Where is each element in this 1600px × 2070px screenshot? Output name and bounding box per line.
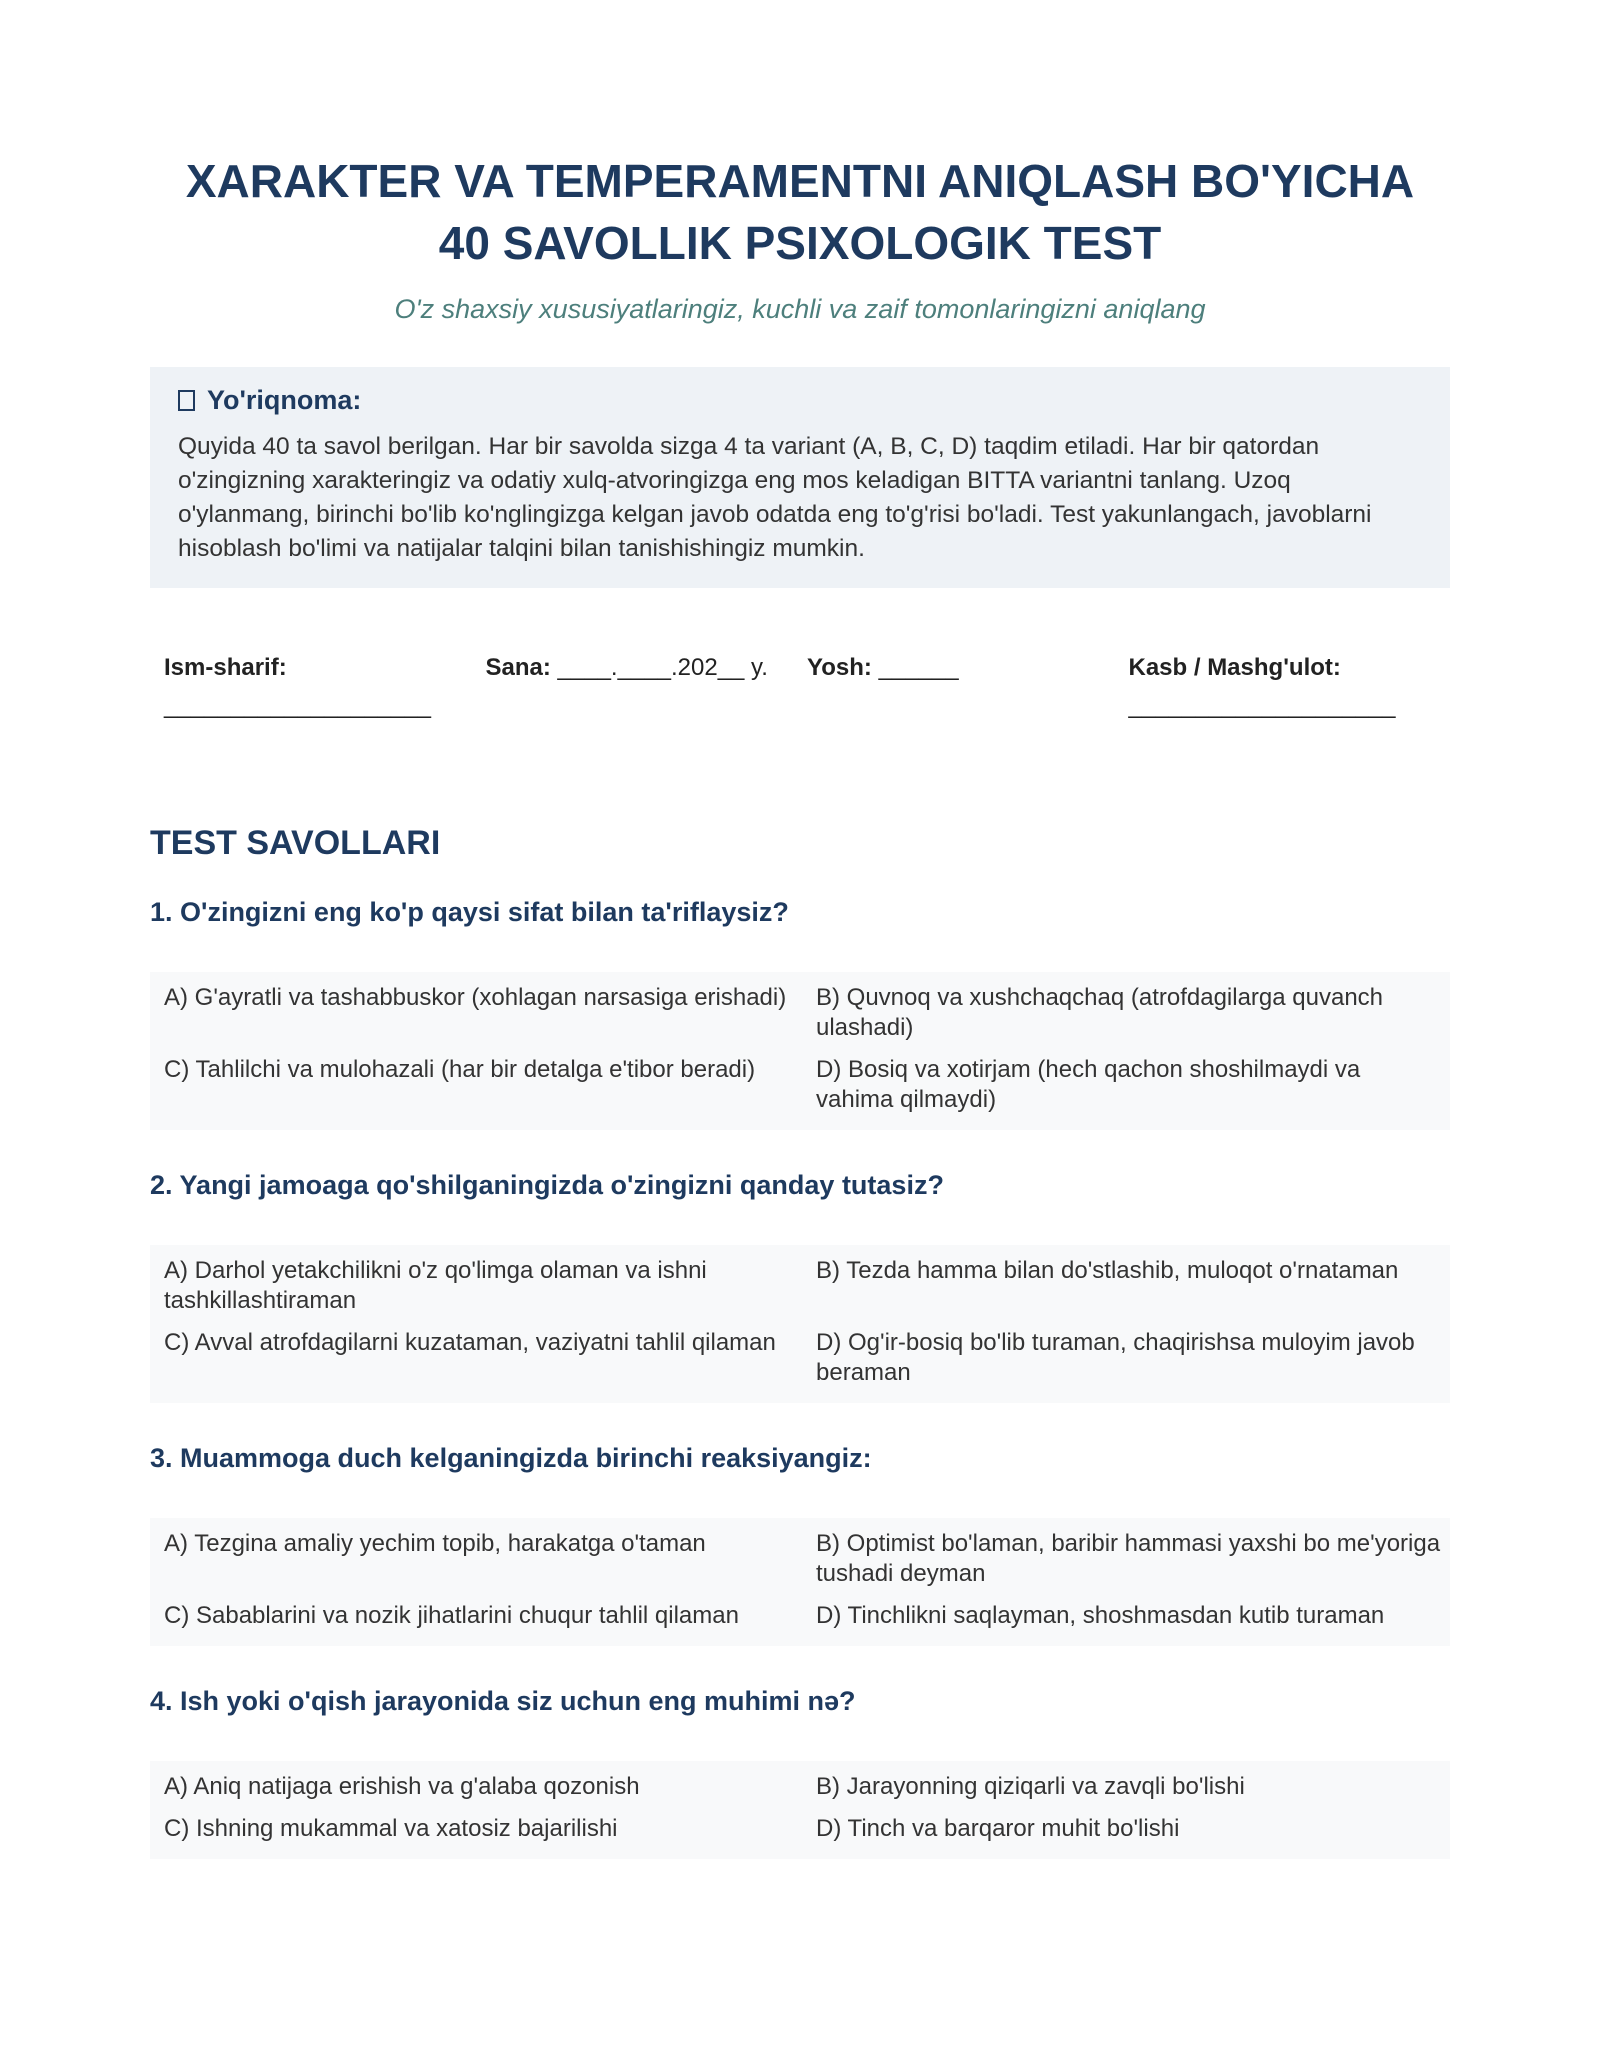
instructions-box [150, 367, 1450, 588]
title-line-2: 40 SAVOLLIK PSIXOLOGIK TEST [438, 217, 1162, 269]
instructions-heading-text: Yo'riqnoma: [207, 385, 362, 415]
question-4-options [150, 1761, 1450, 1859]
age-label: Yosh: [807, 654, 872, 681]
question-4: 4. Ish yoki o'qish jarayonida siz uchun eng muhimi nə? [150, 1686, 856, 1716]
option-a[interactable]: A) G'ayratli va tashabbuskor (xohlagan narsasiga erishadi) [164, 984, 787, 1011]
option-c[interactable]: C) Sabablarini va nozik jihatlarini chuqur tahlil qilaman [164, 1602, 739, 1629]
instructions-body: Quyida 40 ta savol berilgan. Har bir savolda sizga 4 ta variant (A, B, C, D) taqdim etiladi. Har bir qatordan o'zingizning xarakteringiz va odatiy xulq-atvoringizga eng mos keladigan BITTA variantni tanlang. Uzoq o'ylanmang, birinchi bo'lib ko'nglingizga kelgan javob odatda eng to'g'risi bo'ladi. Test yakunlangach, javoblarni hisoblash bo'limi va natijalar talqini bilan tanishishingiz mumkin. [178, 433, 1372, 562]
question-2: 2. Yangi jamoaga qo'shilganingizda o'zingizni qanday tutasiz? [150, 1170, 944, 1200]
question-3: 3. Muammoga duch kelganingizda birinchi reaksiyangiz: [150, 1443, 872, 1473]
option-c[interactable]: C) Ishning mukammal va xatosiz bajarilishi [164, 1815, 618, 1842]
document-page [150, 150, 1450, 1859]
name-field[interactable] [164, 654, 486, 720]
date-blank[interactable]: ____.____.202__ y. [557, 654, 768, 681]
question-1: 1. O'zingizni eng ko'p qaysi sifat bilan ta'riflaysiz? [150, 897, 789, 927]
title-line-1: XARAKTER VA TEMPERAMENTNI ANIQLASH BO'YICHA [185, 155, 1415, 207]
job-blank[interactable]: ____________________ [1128, 692, 1396, 719]
option-c[interactable]: C) Tahlilchi va mulohazali (har bir detalga e'tibor beradi) [164, 1056, 756, 1083]
option-b[interactable]: B) Optimist bo'laman, baribir hammasi yaxshi bo me'yoriga tushadi deyman [816, 1530, 1441, 1587]
option-d[interactable]: D) Tinch va barqaror muhit bo'lishi [816, 1815, 1180, 1842]
option-a[interactable]: A) Darhol yetakchilikni o'z qo'limga olaman va ishni tashkillashtiraman [164, 1257, 707, 1314]
option-d[interactable]: D) Tinchlikni saqlayman, shoshmasdan kutib turaman [816, 1602, 1385, 1629]
question-1-options [150, 972, 1450, 1130]
section-title: TEST SAVOLLARI [150, 824, 441, 862]
personal-info-fields [150, 654, 1450, 720]
job-label: Kasb / Mashg'ulot: [1128, 654, 1341, 681]
page-title [150, 150, 1450, 274]
name-blank[interactable]: ____________________ [164, 692, 431, 719]
option-b[interactable]: B) Jarayonning qiziqarli va zavqli bo'lishi [816, 1773, 1245, 1800]
name-label: Ism-sharif: [164, 654, 287, 681]
age-blank[interactable]: ______ [878, 654, 959, 681]
document-icon [178, 390, 195, 411]
date-label: Sana: [485, 654, 551, 681]
option-d[interactable]: D) Bosiq va xotirjam (hech qachon shoshilmaydi va vahima qilmaydi) [816, 1056, 1361, 1113]
instructions-heading [178, 385, 1422, 416]
page-subtitle: O'z shaxsiy xususiyatlaringiz, kuchli va zaif tomonlaringizni aniqlang [394, 294, 1206, 324]
option-a[interactable]: A) Tezgina amaliy yechim topib, harakatga o'taman [164, 1530, 706, 1557]
question-2-options [150, 1245, 1450, 1403]
option-c[interactable]: C) Avval atrofdagilarni kuzataman, vaziyatni tahlil qilaman [164, 1329, 776, 1356]
age-field[interactable] [807, 654, 1129, 720]
question-3-options [150, 1518, 1450, 1646]
date-field[interactable] [486, 654, 808, 720]
option-a[interactable]: A) Aniq natijaga erishish va g'alaba qozonish [164, 1773, 640, 1800]
option-b[interactable]: B) Tezda hamma bilan do'stlashib, muloqot o'rnataman [816, 1257, 1399, 1284]
option-b[interactable]: B) Quvnoq va xushchaqchaq (atrofdagilarga quvanch ulashadi) [816, 984, 1384, 1041]
job-field[interactable] [1129, 654, 1451, 720]
option-d[interactable]: D) Og'ir-bosiq bo'lib turaman, chaqirishsa muloyim javob beraman [816, 1329, 1415, 1386]
